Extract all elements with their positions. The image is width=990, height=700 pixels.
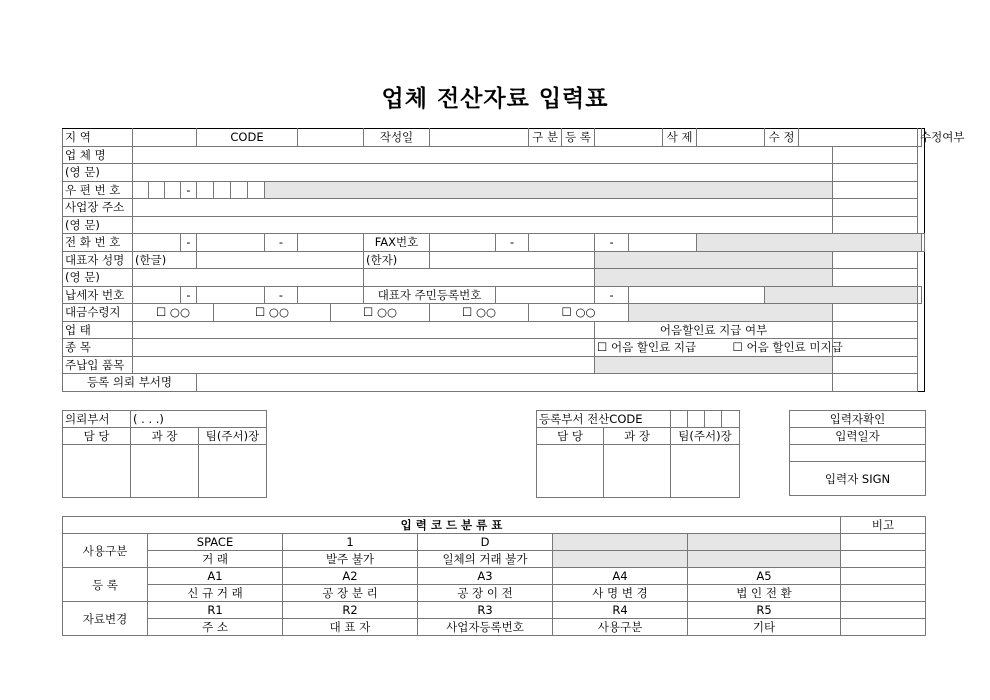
team-leader-sign-cell[interactable] (199, 445, 267, 498)
mod-flag-label: 수정여부 (918, 129, 921, 147)
remarks-cell (841, 619, 926, 636)
rep-name-label: 대표자 성명 (63, 251, 133, 269)
code-label: CODE (197, 129, 298, 147)
item-label: 종 목 (63, 339, 133, 357)
dash: - (181, 286, 197, 304)
phone-mid-input[interactable] (197, 234, 265, 252)
postal-dash: - (181, 181, 197, 199)
staff-header: 담 당 (63, 428, 131, 445)
mod-cell (833, 146, 918, 164)
input-confirm-box (789, 410, 926, 496)
remarks-cell (841, 534, 926, 551)
manager-header: 과 장 (604, 428, 671, 445)
input-sign-label: 입력자 SIGN (790, 462, 926, 496)
business-input[interactable] (133, 321, 595, 339)
region-input[interactable] (133, 129, 197, 147)
reg-dept-box (536, 410, 740, 498)
dept-name-input[interactable] (197, 374, 833, 392)
manager-header: 과 장 (131, 428, 199, 445)
input-date-label: 입력일자 (790, 428, 926, 445)
code-classification-table (62, 516, 926, 636)
usage-desc: 발주 불가 (283, 551, 418, 568)
reg-code: A1 (148, 568, 283, 585)
reg-code-digit[interactable] (705, 411, 722, 428)
taxpayer-part-3[interactable] (298, 286, 364, 304)
fax-last-input[interactable] (629, 234, 697, 252)
change-desc: 주 소 (148, 619, 283, 636)
rep-id-back[interactable] (629, 286, 765, 304)
usage-code: SPACE (148, 534, 283, 551)
modify-input[interactable] (799, 129, 918, 147)
change-code: R3 (418, 602, 553, 619)
discount-pay-checkbox[interactable]: ☐ 어음 할인료 지급 (595, 339, 731, 357)
date-label: 작성일 (364, 129, 430, 147)
reg-code: A3 (418, 568, 553, 585)
manager-sign-cell[interactable] (604, 445, 671, 498)
dash: - (181, 234, 197, 252)
shaded-cell (595, 269, 833, 287)
shaded-cell (595, 356, 833, 374)
reg-code-digit[interactable] (671, 411, 688, 428)
reg-code-digit[interactable] (722, 411, 740, 428)
remarks-cell (841, 585, 926, 602)
taxpayer-part-2[interactable] (197, 286, 265, 304)
category-label: 구 분 (529, 129, 562, 147)
reg-code-digit[interactable] (688, 411, 705, 428)
code-table-title: 입 력 코 드 분 류 표 (63, 517, 841, 534)
team-leader-sign-cell[interactable] (671, 445, 740, 498)
reg-desc: 공 장 분 리 (283, 585, 418, 602)
shaded-cell (688, 551, 841, 568)
staff-sign-cell[interactable] (537, 445, 604, 498)
payment-option[interactable]: ☐ ○○ (529, 304, 629, 322)
shaded-cell (553, 534, 688, 551)
mod-cell (833, 164, 918, 182)
mod-cell (918, 286, 921, 304)
mod-cell (833, 356, 918, 374)
shaded-cell (265, 181, 833, 199)
change-desc: 사용구분 (553, 619, 688, 636)
rep-name-hangul-input[interactable] (197, 251, 364, 269)
item-input[interactable] (133, 339, 595, 357)
request-dept-box (62, 410, 267, 498)
code-input[interactable] (298, 129, 364, 147)
manager-sign-cell[interactable] (131, 445, 199, 498)
staff-sign-cell[interactable] (63, 445, 131, 498)
mod-cell (833, 181, 918, 199)
taxpayer-label: 납세자 번호 (63, 286, 133, 304)
reg-desc: 법 인 전 환 (688, 585, 841, 602)
mod-cell (833, 269, 918, 287)
postal-digit[interactable] (231, 181, 248, 199)
mod-cell (833, 339, 918, 357)
payment-option[interactable]: ☐ ○○ (133, 304, 214, 322)
modify-label: 수 정 (765, 129, 799, 147)
input-confirm-label: 입력자확인 (790, 411, 926, 428)
page-title: 업체 전산자료 입력표 (381, 86, 609, 112)
company-form-table (62, 128, 965, 392)
phone-label: 전 화 번 호 (63, 234, 133, 252)
usage-desc: 일체의 거래 불가 (418, 551, 553, 568)
delete-label: 삭 제 (663, 129, 697, 147)
change-code: R1 (148, 602, 283, 619)
mod-cell (833, 216, 918, 234)
hangul-label: (한글) (133, 251, 197, 269)
rep-id-front[interactable] (496, 286, 595, 304)
reg-code-label: 등록부서 전산CODE (537, 411, 671, 428)
fax-mid-input[interactable] (529, 234, 595, 252)
change-desc: 기타 (688, 619, 841, 636)
shaded-cell (629, 304, 833, 322)
mod-cell (833, 199, 918, 217)
fax-label: FAX번호 (364, 234, 430, 252)
shaded-cell (688, 534, 841, 551)
postal-digit[interactable] (248, 181, 265, 199)
request-dept-label: 의뢰부서 (63, 411, 131, 428)
change-code: R4 (553, 602, 688, 619)
business-label: 업 태 (63, 321, 133, 339)
rep-name-hanja-input[interactable] (430, 251, 595, 269)
mod-cell (833, 321, 918, 339)
usage-code: 1 (283, 534, 418, 551)
english-label: (영 문) (63, 269, 133, 287)
change-code: R2 (283, 602, 418, 619)
register-label: 등 록 (562, 129, 595, 147)
company-name-en-input[interactable] (133, 164, 833, 182)
team-leader-header: 팀(주서)장 (199, 428, 267, 445)
dash: - (595, 286, 629, 304)
usage-label: 사용구분 (63, 534, 148, 568)
dash: - (265, 234, 298, 252)
rep-name-en-input-2[interactable] (364, 269, 595, 287)
remarks-cell (841, 551, 926, 568)
shaded-cell (765, 286, 918, 304)
address-en-input[interactable] (133, 216, 833, 234)
registration-label: 등 록 (63, 568, 148, 602)
date-input[interactable] (430, 129, 529, 147)
english-label: (영 문) (63, 164, 133, 182)
mod-cell (833, 251, 918, 269)
dept-name-label: 등록 의뢰 부서명 (63, 374, 197, 392)
taxpayer-part-1[interactable] (133, 286, 181, 304)
english-label: (영 문) (63, 216, 133, 234)
rep-name-en-input[interactable] (133, 269, 364, 287)
dash: - (265, 286, 298, 304)
remarks-cell (841, 602, 926, 619)
hanja-label: (한자) (364, 251, 430, 269)
shaded-cell (553, 551, 688, 568)
region-label: 지 역 (63, 129, 133, 147)
payment-label: 대금수령지 (63, 304, 133, 322)
change-label: 자료변경 (63, 602, 148, 636)
change-desc: 사업자등록번호 (418, 619, 553, 636)
rep-id-label: 대표자 주민등록번호 (364, 286, 496, 304)
shaded-cell (697, 234, 921, 252)
reg-desc: 사 명 변 경 (553, 585, 688, 602)
mod-cell (833, 374, 918, 392)
main-item-input[interactable] (133, 356, 595, 374)
address-input[interactable] (133, 199, 833, 217)
shaded-cell (595, 251, 833, 269)
delete-input[interactable] (697, 129, 765, 147)
input-date-value[interactable] (790, 445, 926, 462)
change-code: R5 (688, 602, 841, 619)
payment-option[interactable]: ☐ ○○ (214, 304, 331, 322)
register-input[interactable] (595, 129, 663, 147)
dash: - (496, 234, 529, 252)
remarks-label: 비고 (841, 517, 926, 534)
reg-code: A5 (688, 568, 841, 585)
dash: - (595, 234, 629, 252)
change-desc: 대 표 자 (283, 619, 418, 636)
address-label: 사업장 주소 (63, 199, 133, 217)
phone-area-input[interactable] (133, 234, 181, 252)
payment-option[interactable]: ☐ ○○ (430, 304, 529, 322)
usage-desc: 거 래 (148, 551, 283, 568)
mod-cell (833, 304, 918, 322)
postal-digit[interactable] (149, 181, 165, 199)
mod-cell (921, 234, 924, 252)
remarks-cell (841, 568, 926, 585)
reg-code: A4 (553, 568, 688, 585)
company-name-label: 업 체 명 (63, 146, 133, 164)
main-item-label: 주납입 품목 (63, 356, 133, 374)
fax-area-input[interactable] (430, 234, 496, 252)
payment-option[interactable]: ☐ ○○ (331, 304, 430, 322)
postal-digit[interactable] (197, 181, 214, 199)
postal-digit[interactable] (133, 181, 149, 199)
team-leader-header: 팀(주서)장 (671, 428, 740, 445)
postal-label: 우 편 번 호 (63, 181, 133, 199)
company-name-input[interactable] (133, 146, 833, 164)
reg-desc: 공 장 이 전 (418, 585, 553, 602)
request-date[interactable]: ( . . .) (131, 411, 267, 428)
reg-code: A2 (283, 568, 418, 585)
staff-header: 담 당 (537, 428, 604, 445)
discount-question: 어음할인료 지급 여부 (595, 321, 833, 339)
reg-desc: 신 규 거 래 (148, 585, 283, 602)
postal-digit[interactable] (214, 181, 231, 199)
phone-last-input[interactable] (298, 234, 364, 252)
discount-nopay-checkbox[interactable]: ☐ 어음 할인료 미지급 (732, 340, 843, 355)
postal-digit[interactable] (165, 181, 181, 199)
usage-code: D (418, 534, 553, 551)
